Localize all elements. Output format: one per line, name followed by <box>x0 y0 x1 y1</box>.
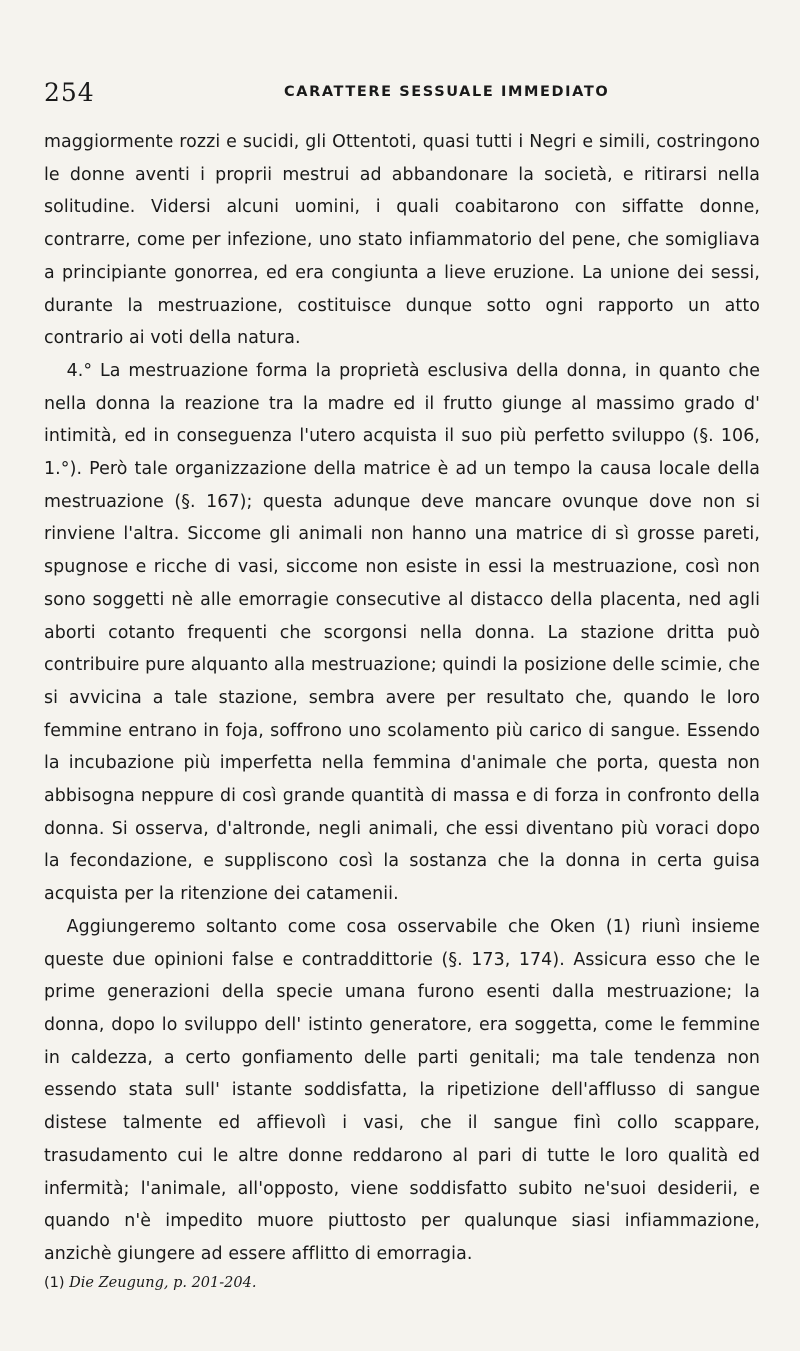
page-number: 254 <box>44 78 95 107</box>
footnote <box>44 1272 760 1294</box>
footnote-marker: (1) <box>44 1275 65 1291</box>
running-title: CARATTERE SESSUALE IMMEDIATO <box>284 84 610 100</box>
paragraph-oken: Aggiungeremo soltanto come cosa osservabile che Oken (1) riunì insieme queste due opinioni false e contraddittorie (§. 173, 174). Assicura esso che le prime generazioni della specie umana furono esenti dalla mestruazione; la donna, dopo lo sviluppo dell' istinto generatore, era soggetta, come le femmine in caldezza, a certo gonfiamento delle parti genitali; ma tale tendenza non essendo stata sull' istante soddisfatta, la ripetizione dell'afflusso di sangue distese talmente ed affievolì i vasi, che il sangue finì collo scappare, trasudamento cui le altre donne reddarono al pari di tutte le loro qualità ed infermità; l'animale, all'opposto, viene soddisfatto subito ne'suoi desiderii, e quando n'è impedito muore piuttosto per qualunque siasi infiammazione, anzichè giungere ad essere afflitto di emorragia. <box>44 916 760 1264</box>
paragraph-point-4: 4.° La mestruazione forma la proprietà esclusiva della donna, in quanto che nella donna la reazione tra la madre ed il frutto giunge al massimo grado d' intimità, ed in conseguenza l'utero acquista il suo più perfetto sviluppo (§. 106, 1.°). Però tale organizzazione della matrice è ad un tempo la causa locale della mestruazione (§. 167); questa adunque deve mancare ovunque dove non si rinviene l'altra. Siccome gli animali non hanno una matrice di sì grosse pareti, spugnose e ricche di vasi, siccome non esiste in essi la mestruazione, così non sono soggetti nè alle emorragie consecutive al distacco della placenta, ned agli aborti cotanto frequenti che scorgonsi nella donna. La stazione dritta può contribuire pure alquanto alla mestruazione; quindi la posizione delle scimie, che si avvicina a tale stazione, sembra avere per resultato che, quando le loro femmine entrano in foja, soffrono uno scolamento più carico di sangue. Essendo la incubazione più imperfetta nella femmina d'animale che porta, questa non abbisogna neppure di così grande quantità di massa e di forza in confronto della donna. Si osserva, d'altronde, negli animali, che essi diventano più voraci dopo la fecondazione, e suppliscono così la sostanza che la donna in certa guisa acquista per la ritenzione dei catamenii. <box>44 360 760 905</box>
body-text <box>44 126 760 1271</box>
paragraph-continuation: maggiormente rozzi e sucidi, gli Ottentoti, quasi tutti i Negri e simili, costringono le donne aventi i proprii mestrui ad abbandonare la società, e ritirarsi nella solitudine. Vidersi alcuni uomini, i quali coabitarono con siffatte donne, contrarre, come per infezione, uno stato infiammatorio del pene, che somigliava a principiante gonorrea, ed era congiunta a lieve eruzione. La unione dei sessi, durante la mestruazione, costituisce dunque sotto ogni rapporto un atto contrario ai voti della natura. <box>44 132 760 349</box>
footnote-pages: p. 201-204. <box>173 1275 257 1291</box>
footnote-title: Die Zeugung, <box>69 1275 169 1291</box>
page-header <box>44 78 760 110</box>
